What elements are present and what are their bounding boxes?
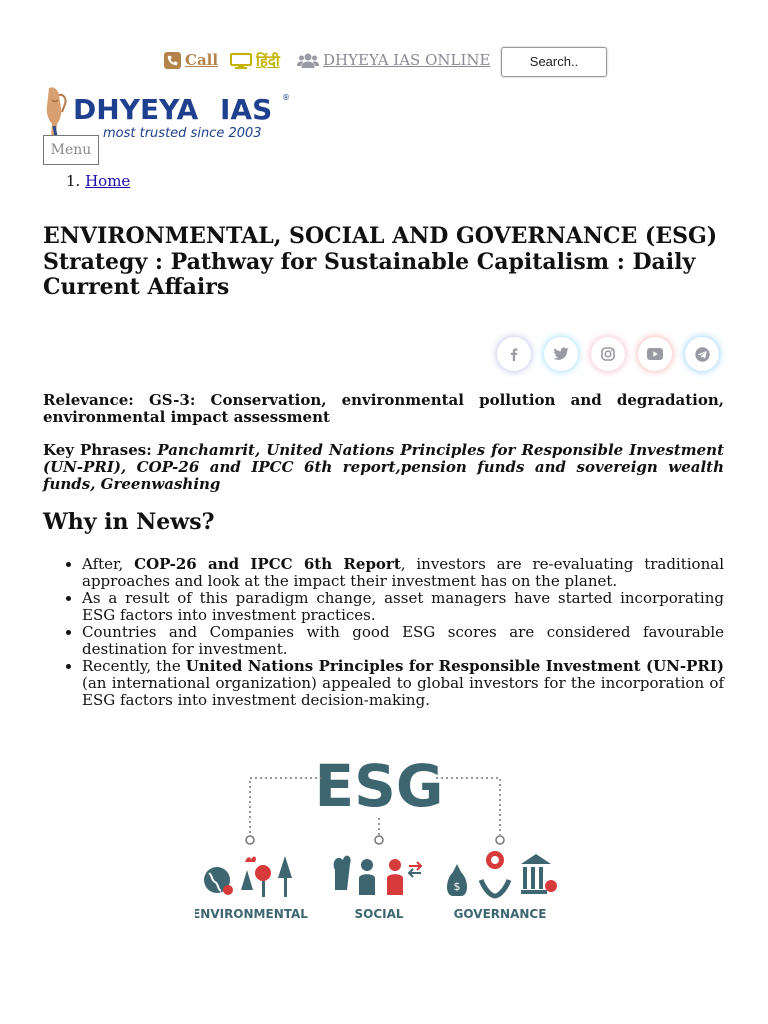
breadcrumb-number: 1. — [66, 172, 81, 190]
breadcrumb-home-link[interactable]: Home — [85, 172, 131, 190]
list-item — [82, 556, 724, 590]
key-phrases-list: Panchamrit, United Nations Principles for Responsible Investment (UN-PRI), COP-26 and IPCC 6th report,pension funds and sovereign wealth funds, Greenwashing — [43, 441, 724, 493]
esg-heading: ESG — [314, 752, 444, 820]
online-label: DHYEYA IAS ONLINE — [323, 51, 491, 69]
online-link[interactable] — [297, 51, 490, 69]
environmental-label: ENVIRONMENTAL — [195, 907, 308, 921]
environmental-icons — [204, 856, 292, 897]
logo-graphic — [43, 86, 293, 140]
call-link[interactable] — [164, 51, 218, 69]
youtube-icon — [647, 348, 663, 360]
bullet-text: Recently, the — [82, 657, 186, 675]
bullet-text: , investors are re-evaluating traditional approaches and look at the impact their investment has on the planet. — [82, 555, 724, 590]
page-title: ENVIRONMENTAL, SOCIAL AND GOVERNANCE (ESG) Strategy : Pathway for Sustainable Capitalism : Daily Current Affairs — [43, 223, 718, 300]
facebook-icon — [507, 347, 521, 361]
monitor-icon — [230, 53, 252, 70]
twitter-share-button[interactable] — [544, 337, 578, 371]
section-heading: Why in News? — [43, 509, 215, 535]
social-icons — [334, 856, 421, 895]
hindi-label: हिंदी — [256, 52, 280, 70]
phone-icon — [164, 52, 181, 69]
key-phrases — [43, 442, 724, 493]
instagram-icon — [601, 347, 615, 361]
logo-brand-ias: IAS — [220, 93, 273, 126]
news-bullet-list — [43, 556, 724, 709]
users-icon — [297, 52, 319, 69]
site-logo[interactable] — [43, 86, 293, 140]
governance-icons — [447, 851, 557, 896]
logo-registered-mark: ® — [282, 93, 290, 102]
governance-label: GOVERNANCE — [453, 907, 547, 921]
list-item: • Countries and Companies with good ESG scores are considered favourable destination for investment. — [82, 624, 724, 658]
svg-text:$: $ — [453, 880, 461, 893]
list-item: • As a result of this paradigm change, asset managers have started incorporating ESG factors into investment practices. — [82, 590, 724, 624]
bullet-bold-text: COP-26 and IPCC 6th Report — [134, 555, 401, 573]
bullet-text: (an international organization) appealed to global investors for the incorporation of ESG factors into investment decision-making. — [82, 674, 724, 709]
breadcrumb — [66, 172, 130, 190]
list-item — [82, 658, 724, 709]
top-bar — [0, 47, 768, 77]
esg-infographic — [195, 740, 565, 930]
relevance-text: Relevance: GS-3: Conservation, environmental pollution and degradation, environmental impact assessment — [43, 391, 724, 426]
telegram-share-button[interactable] — [685, 337, 719, 371]
social-label: SOCIAL — [354, 907, 404, 921]
twitter-icon — [553, 347, 569, 361]
facebook-share-button[interactable] — [497, 337, 531, 371]
bullet-text: After, — [82, 555, 135, 573]
youtube-share-button[interactable] — [638, 337, 672, 371]
telegram-icon — [695, 347, 710, 362]
menu-button[interactable]: Menu — [43, 135, 99, 165]
logo-brand-main: DHYEYA — [73, 93, 199, 126]
bullet-bold-text: United Nations Principles for Responsible Investment (UN-PRI) — [185, 657, 724, 675]
hindi-link[interactable] — [230, 51, 280, 71]
call-label: Call — [185, 51, 219, 69]
search-input[interactable]: Search.. — [501, 47, 607, 77]
instagram-share-button[interactable] — [591, 337, 625, 371]
logo-tagline: most trusted since 2003 — [103, 126, 262, 140]
key-phrases-label: Key Phrases: — [43, 441, 152, 459]
